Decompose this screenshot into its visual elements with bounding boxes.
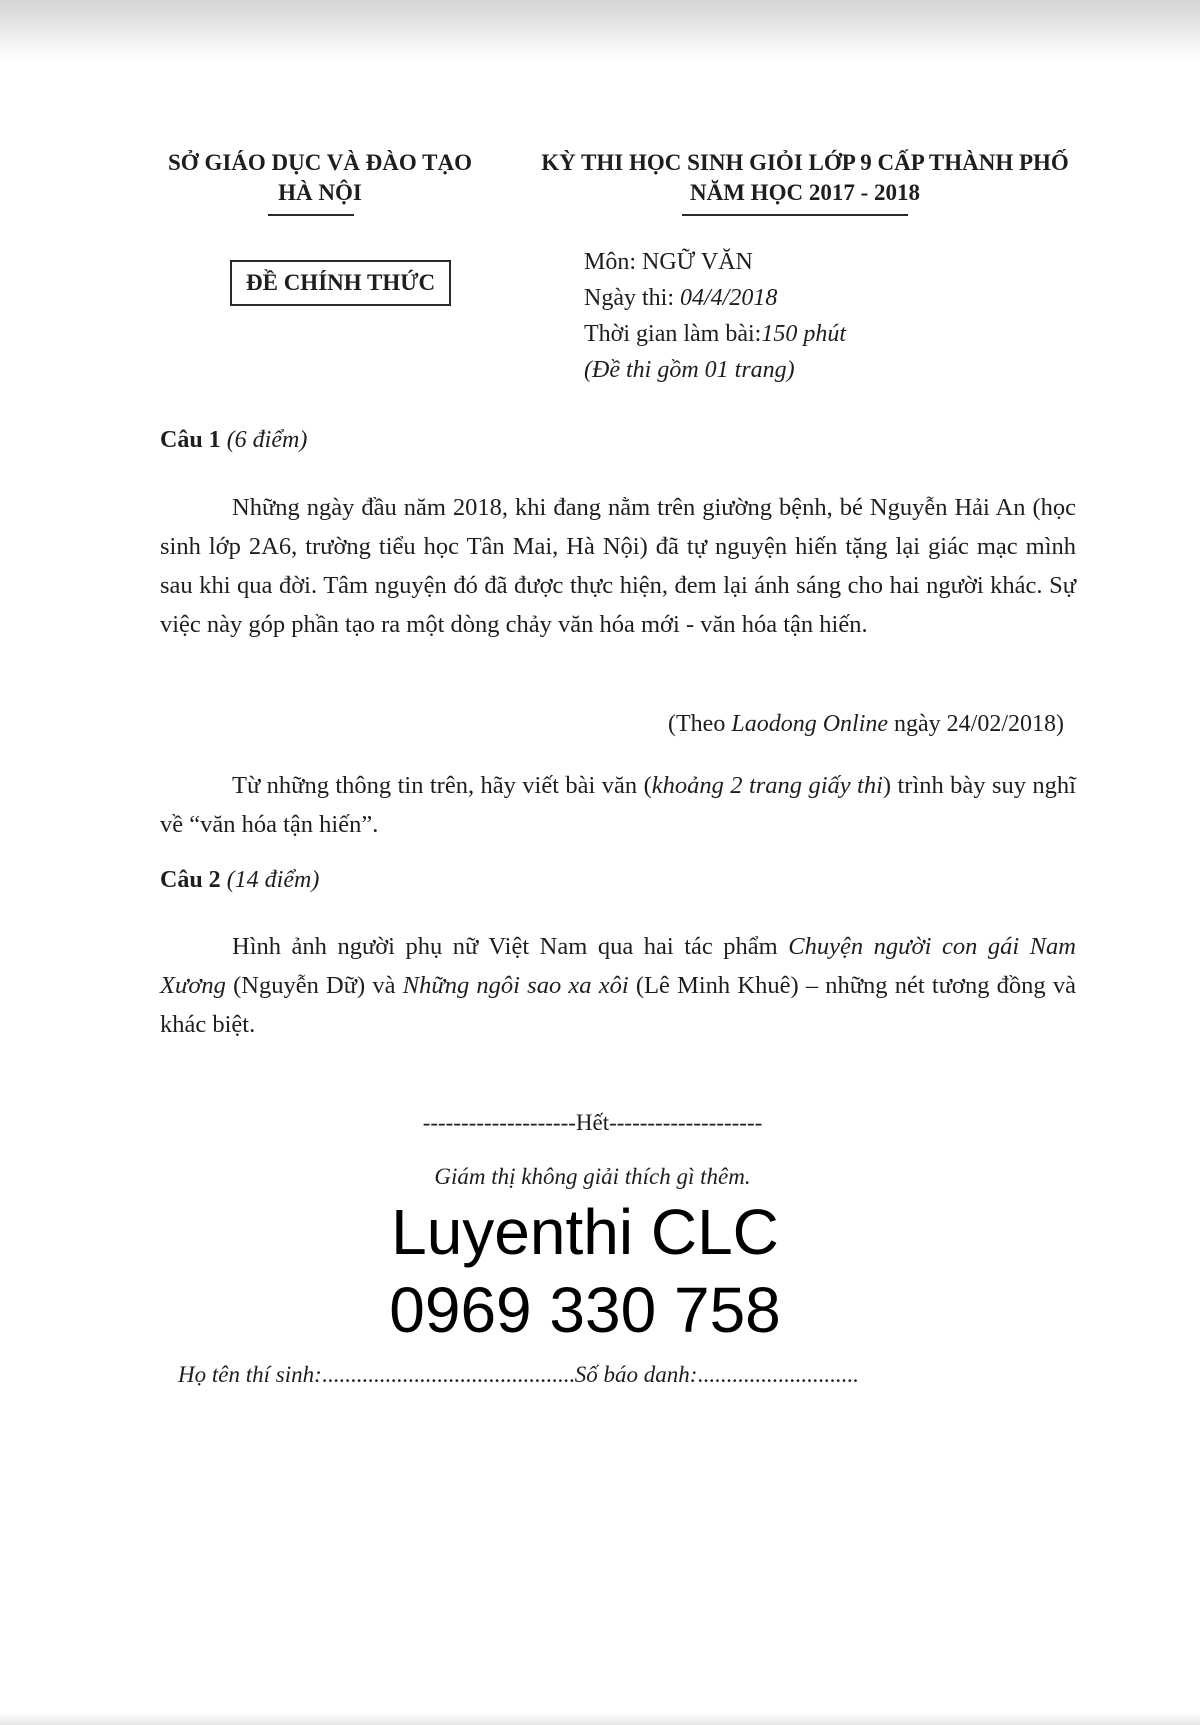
exam-duration (584, 316, 846, 352)
pages-note: (Đề thi gồm 01 trang) (584, 357, 795, 383)
task-prefix: Từ những thông tin trên, hãy viết bài văn ( (232, 772, 652, 799)
exam-title-line2: NĂM HỌC 2017 - 2018 (690, 180, 920, 205)
question-2-title: Câu 2 (160, 867, 221, 893)
question-1-source (160, 711, 1064, 738)
watermark-line-1: Luyenthi CLC (391, 1196, 779, 1268)
q2-text-start: Hình ảnh người phụ nữ Việt Nam qua hai tác phẩm (232, 933, 789, 960)
exam-duration-label: Thời gian làm bài: (584, 321, 762, 347)
subject-label: Môn: NGỮ VĂN (584, 249, 753, 275)
question-1-paragraph: Những ngày đầu năm 2018, khi đang nằm trên giường bệnh, bé Nguyễn Hải An (học sinh lớp 2A6, trường tiểu học Tân Mai, Hà Nội) đã tự nguyện hiến tặng lại giác mạc mình sau khi qua đời. Tâm nguyện đó đã được thực hiện, đem lại ánh sáng cho hai người khác. Sự việc này góp phần tạo ra một dòng chảy văn hóa mới - văn hóa tận hiến. (160, 494, 1076, 638)
question-1-title: Câu 1 (160, 427, 221, 453)
source-name: Laodong Online (731, 711, 889, 737)
question-1-task (160, 766, 1076, 844)
candidate-name-blank: ............................................ (321, 1362, 575, 1387)
candidate-number-blank: ............................ (697, 1362, 859, 1387)
exam-date-value: 04/4/2018 (680, 285, 778, 311)
question-2-heading (160, 867, 319, 894)
department-line2: HÀ NỘI (278, 180, 362, 205)
exam-title-underline (682, 214, 908, 216)
q2-text-end: (Lê Minh Khuê) – những nét tương đồng và khác biệt. (160, 972, 1076, 1038)
q2-work-2: Những ngôi sao xa xôi (402, 972, 629, 999)
question-2-paragraph (160, 927, 1076, 1044)
department-underline (268, 214, 354, 216)
exam-date-label: Ngày thi: (584, 285, 680, 311)
department-name (150, 150, 490, 206)
question-1-heading (160, 427, 307, 454)
official-exam-label: ĐỀ CHÍNH THỨC (246, 270, 436, 295)
exam-info (584, 244, 846, 388)
exam-date (584, 280, 846, 316)
question-1-points: (6 điểm) (226, 427, 308, 453)
proctor-note: Giám thị không giải thích gì thêm. (434, 1164, 751, 1189)
source-prefix: (Theo (668, 711, 732, 737)
source-suffix: ngày 24/02/2018) (888, 711, 1064, 737)
watermark-line-2: 0969 330 758 (389, 1274, 781, 1346)
candidate-number-label: Số báo danh: (574, 1362, 698, 1387)
page-bottom-edge (0, 1713, 1200, 1725)
candidate-name-label: Họ tên thí sinh: (178, 1362, 322, 1387)
exam-title-line1: KỲ THI HỌC SINH GIỎI LỚP 9 CẤP THÀNH PHỐ (541, 150, 1069, 175)
page-top-shadow (0, 0, 1200, 60)
exam-duration-value: 150 phút (761, 321, 846, 347)
end-of-exam-line: --------------------Hết-------------------- (422, 1110, 763, 1135)
task-suffix: ) trình bày suy nghĩ về “văn hóa tận hiến”. (160, 772, 1076, 838)
question-2-points: (14 điểm) (226, 867, 320, 893)
q2-work-1: Chuyện người con gái Nam Xương (160, 933, 1076, 999)
candidate-info-line (178, 1362, 858, 1388)
department-line1: SỞ GIÁO DỤC VÀ ĐÀO TẠO (168, 150, 472, 175)
task-italic: khoảng 2 trang giấy thi (651, 772, 883, 799)
official-exam-badge (230, 260, 451, 306)
q2-author-1: (Nguyễn Dữ) và (225, 972, 403, 999)
exam-title (515, 150, 1095, 206)
